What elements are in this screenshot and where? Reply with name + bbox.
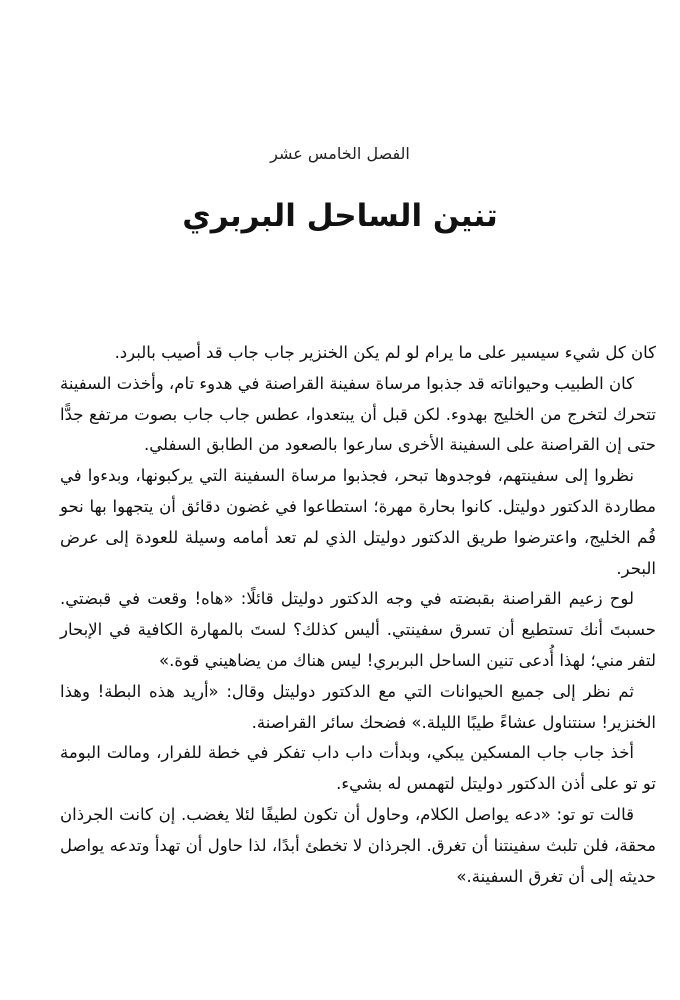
chapter-label: الفصل الخامس عشر: [270, 144, 410, 163]
paragraph: قالت تو تو: «دعه يواصل الكلام، وحاول أن تكون لطيفًا لئلا يغضب. إن كانت الجرذان محقة، فلن تلبث سفينتنا أن تغرق. الجرذان لا تخطئ أبدًا، لذا حاول أن تهدأ وتدعه يواصل حديثه إلى أن تغرق السفينة.»: [60, 804, 656, 886]
chapter-body: [60, 338, 656, 892]
paragraph: كان كل شيء سيسير على ما يرام لو لم يكن الخنزير جاب جاب قد أصيب بالبرد.: [114, 343, 656, 362]
paragraph: نظروا إلى سفينتهم، فوجدوها تبحر، فجذبوا مرساة السفينة التي يركبونها، وبدءوا في مطاردة الدكتور دوليتل. كانوا بحارة مهرة؛ استطاعوا في غضون دقائق أن يتجهوا بها نحو فُم الخليج، واعترضوا طريق الدكتور دوليتل الذي لم تعد أمامه وسيلة للعودة إلى عرض البحر.: [60, 466, 656, 578]
paragraph: كان الطبيب وحيواناته قد جذبوا مرساة سفينة القراصنة في هدوء تام، وأخذت السفينة تتحرك لتخرج من الخليج بهدوء. لكن قبل أن يبتعدوا، عطس جاب جاب بصوت مرتفع جدًّا حتى إن القراصنة على السفينة الأخرى سارعوا بالصعود من الطابق السفلي.: [60, 373, 656, 455]
paragraph: أخذ جاب جاب المسكين يبكي، وبدأت داب داب تفكر في خطة للفرار، ومالت البومة تو تو على أذن الدكتور دوليتل لتهمس له بشيء.: [60, 743, 656, 794]
chapter-title: تنين الساحل البربري: [182, 198, 498, 234]
paragraph: لوح زعيم القراصنة بقبضته في وجه الدكتور دوليتل قائلًا: «هاه! وقعت في قبضتي. حسبتَ أنك تستطيع أن تسرق سفينتي. أليس كذلك؟ لستَ بالمهارة الكافية في الإبحار لتفر مني؛ لهذا أُدعى تنين الساحل البربري! ليس هناك من يضاهيني قوة.»: [60, 589, 656, 670]
paragraph: ثم نظر إلى جميع الحيوانات التي مع الدكتور دوليتل وقال: «أريد هذه البطة! وهذا الخنزير! سنتناول عشاءً طيبًا الليلة.» فضحك سائر القراصنة.: [60, 681, 656, 732]
